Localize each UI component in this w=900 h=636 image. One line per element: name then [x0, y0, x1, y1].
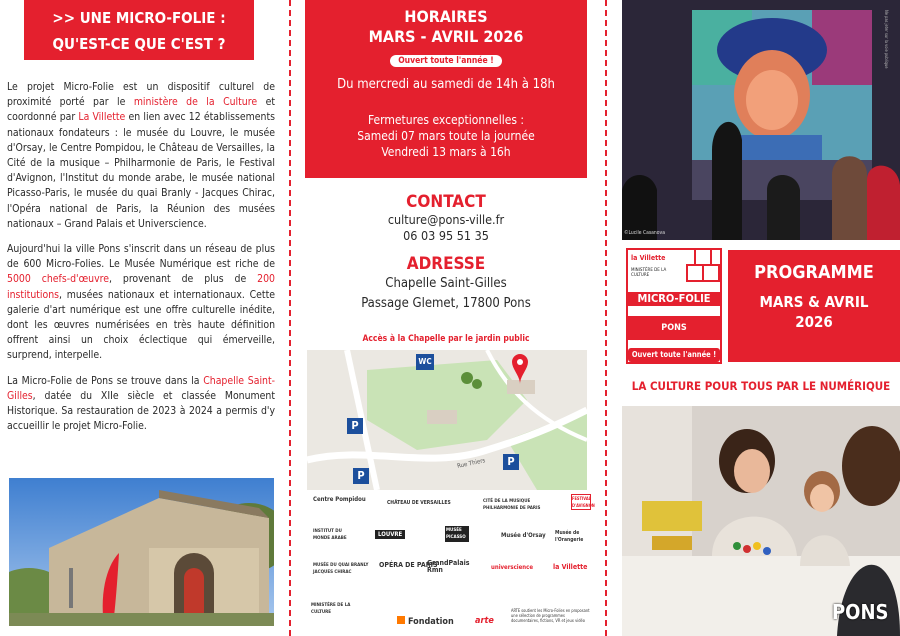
- text: Aujourd'hui la ville Pons s'inscrit dans un réseau de plus de 600 Micro-Folies. Le Musée Numérique est riche de: [7, 243, 275, 271]
- badge-pons: PONS: [628, 316, 720, 340]
- chapel-illustration: [9, 478, 274, 626]
- logo-versailles: CHÂTEAU DE VERSAILLES: [387, 500, 451, 506]
- tagline: LA CULTURE POUR TOUS PAR LE NUMÉRIQUE: [631, 379, 891, 393]
- open-badge: Ouvert toute l'année !: [390, 55, 502, 67]
- logo-orangerie: Musée de l'Orangerie: [555, 530, 584, 543]
- badge-open: Ouvert toute l'année !: [628, 348, 720, 362]
- digital-gallery-photo: [622, 0, 900, 240]
- wc-marker: WC: [416, 354, 434, 370]
- hours-period: MARS - AVRIL 2026: [368, 27, 524, 46]
- contact-section: [305, 192, 587, 314]
- intro-text: [7, 80, 275, 444]
- logo-opera: OPÉRA DE PARIS: [379, 561, 438, 569]
- programme-year: 2026: [795, 313, 833, 331]
- street-label: Rue Thiers: [456, 457, 486, 470]
- intro-paragraph-3: [7, 374, 275, 435]
- text: en lien avec 12 établissements nationaux fondateurs : le musée du Louvre, le musée d'Orsay, le Centre Pompidou, le Château de Versailles, la Cité de la musique – Philharmonie de Paris, le Festival d'Avignon, l'Institut du monde arabe, le musée national Picasso-Paris, le musée du quai Branly - Jacques Chirac, l'Opéra national de Paris, la Réunion des musées nationaux – Grand Palais et Universcience.: [7, 111, 275, 230]
- logo-villette: la Villette: [553, 563, 588, 571]
- logo-orsay: Musée d'Orsay: [501, 532, 546, 539]
- contact-phone[interactable]: 06 03 95 51 35: [403, 228, 489, 243]
- intro-paragraph-1: [7, 80, 275, 232]
- logo-louvre: LOUVRE: [375, 530, 405, 539]
- hours-schedule: Du mercredi au samedi de 14h à 18h: [337, 77, 555, 92]
- access-note: Accès à la Chapelle par le jardin public: [362, 334, 530, 344]
- text: La Micro-Folie de Pons se trouve dans la: [7, 374, 204, 387]
- badge-micro-folie: MICRO-FOLIE: [628, 292, 720, 306]
- intro-title-line1: >> UNE MICRO-FOLIE :: [52, 9, 226, 27]
- parking-marker-1: P: [347, 418, 363, 434]
- intro-title: [24, 0, 254, 60]
- gallery-illustration: [622, 0, 900, 240]
- badge-villette: la Villette: [631, 254, 666, 262]
- highlight-institutions: 200 institutions: [7, 273, 275, 301]
- fondation-text: Fondation: [408, 617, 454, 627]
- partner-logos: [305, 492, 595, 636]
- parking-marker-2: P: [353, 468, 369, 484]
- chapel-photo: [9, 478, 274, 626]
- address-line-1: Chapelle Saint-Gilles: [385, 276, 507, 291]
- programme-period: MARS & AVRIL: [759, 293, 869, 311]
- highlight-chapelle: Chapelle Saint-Gilles: [7, 374, 276, 402]
- closure-1: Samedi 07 mars toute la journée: [357, 129, 535, 143]
- contact-email[interactable]: culture@pons-ville.fr: [387, 212, 505, 227]
- logo-avignon: FESTIVAL D'AVIGNON: [572, 496, 595, 508]
- contact-title: CONTACT: [406, 192, 486, 212]
- badge-ministere: MINISTÈRE DE LA CULTURE: [631, 268, 667, 278]
- parking-marker-3: P: [503, 454, 519, 470]
- address-line-2: Passage Glemet, 17800 Pons: [361, 296, 531, 311]
- photo-side-credit: Ne pas jeter sur la voie publique: [884, 10, 889, 69]
- intro-paragraph-2: [7, 242, 275, 364]
- text: , musées nationaux et internationaux. Cette galerie d'art numérique est une offre culturelle inédite, dont les œuvres numérisées en très haute définition offrent ainsi un choix éclectique qui émerveille, surprend, interpelle.: [7, 288, 275, 362]
- location-map[interactable]: [307, 350, 587, 490]
- closures-title: Fermetures exceptionnelles :: [367, 113, 525, 127]
- highlight-villette: La Villette: [78, 111, 126, 124]
- address-title: ADRESSE: [406, 254, 486, 274]
- micro-folie-badge: [626, 248, 724, 366]
- text: , provenant de plus de: [108, 273, 258, 286]
- text: et coordonné par: [7, 96, 275, 124]
- closure-2: Vendredi 13 mars à 16h: [381, 145, 511, 159]
- logo-branly: MUSÉE DU QUAI BRANLY JACQUES CHIRAC: [313, 563, 369, 575]
- logo-pompidou: Centre Pompidou: [313, 496, 366, 503]
- programme-panel: [728, 250, 900, 362]
- logo-ministere: MINISTÈRE DE LA CULTURE: [311, 603, 351, 615]
- highlight-ministere: ministère de la Culture: [133, 96, 258, 109]
- logo-arte: arte: [475, 616, 494, 626]
- logo-fondation: [397, 616, 454, 626]
- logo-grandpalais: GrandPalais Rmn: [427, 559, 470, 574]
- logo-philharmonie: CITÉ DE LA MUSIQUE PHILHARMONIE DE PARIS: [483, 499, 541, 511]
- column-divider-2: [605, 0, 607, 636]
- closures: [305, 112, 587, 160]
- hours-title: HORAIRES: [404, 7, 488, 26]
- text: , datée du XIIe siècle et classée Monument Historique. Sa restauration de 2023 à 2024 a permis d'y accueillir le projet Micro-Folie.: [7, 389, 275, 433]
- logo-ima: INSTITUT DU MONDE ARABE: [313, 529, 347, 541]
- logo-universcience: universcience: [491, 564, 534, 571]
- programme-title: PROGRAMME: [754, 262, 874, 283]
- hours-panel: [305, 0, 587, 178]
- column-divider-1: [289, 0, 291, 636]
- logo-picasso: MUSÉE PICASSO: [445, 526, 469, 542]
- arte-note: ARTE soutient les Micro-Folies en proposant une sélection de programmes documentaires, fictions, VR et jeux vidéo: [511, 608, 590, 623]
- photo-credit: ©Lucile Casanova: [624, 230, 665, 236]
- highlight-chefs-doeuvre: 5000 chefs-d'œuvre: [7, 273, 109, 286]
- text: Le projet Micro-Folie est un dispositif culturel de proximité porté par le: [7, 81, 275, 109]
- pons-logo: PONS: [832, 600, 889, 624]
- intro-title-line2: QU'EST-CE QUE C'EST ?: [52, 35, 226, 53]
